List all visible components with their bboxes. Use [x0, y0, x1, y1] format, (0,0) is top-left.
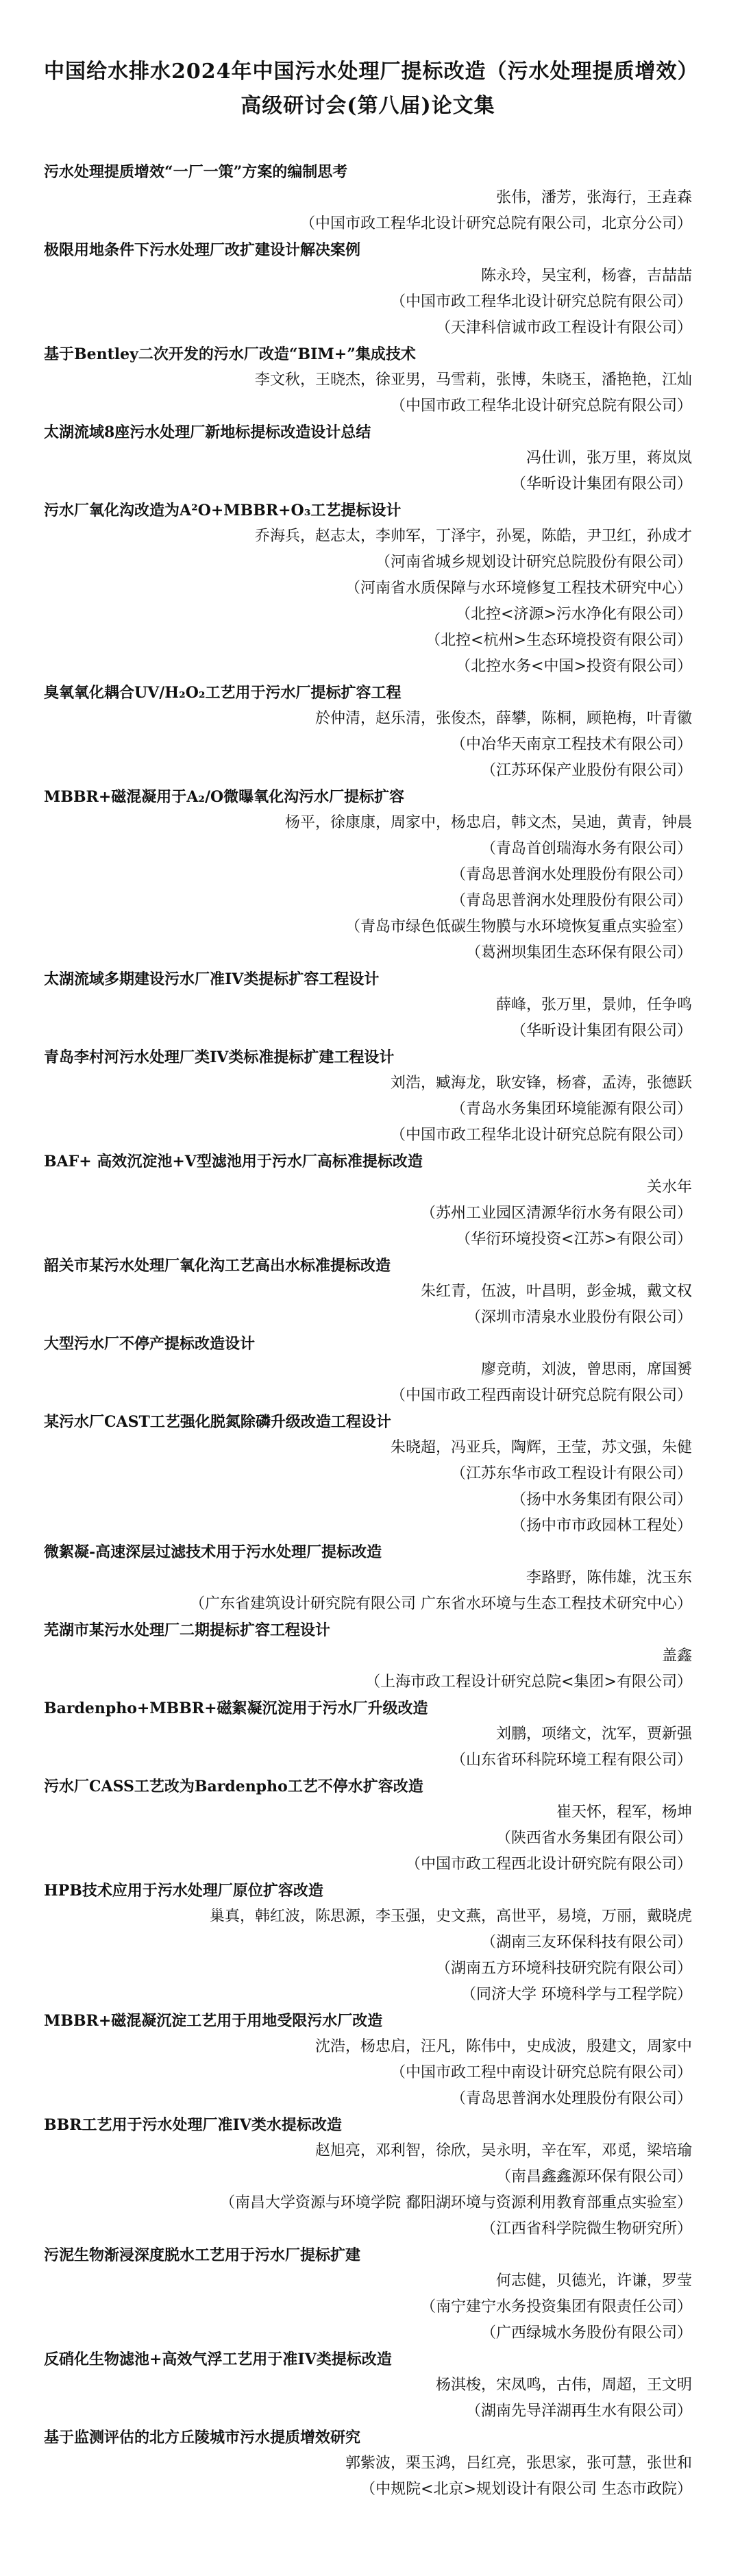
paper-affiliation: （青岛思普润水处理股份有限公司） — [450, 2090, 692, 2107]
paper-affiliation: （同济大学 环境科学与工程学院） — [461, 1986, 692, 2003]
paper-affiliation: （华昕设计集团有限公司） — [510, 476, 692, 493]
paper-authors: 刘鹏，项绪文，沈军，贾新强 — [495, 1726, 692, 1743]
paper-affiliation: （中规院<北京>规划设计有限公司 生态市政院） — [360, 2481, 692, 2498]
paper-entry — [44, 966, 692, 1044]
paper-affiliation: （苏州工业园区清源华衍水务有限公司） — [420, 1205, 692, 1222]
paper-title: 大型污水厂不停产提标改造设计 — [44, 1335, 256, 1353]
paper-authors: 巢真，韩红波，陈思源，李玉强，史文燕，高世平，易境，万丽，戴晓虎 — [209, 1908, 692, 1925]
paper-affiliation: （中国市政工程华北设计研究总院有限公司） — [390, 293, 692, 310]
paper-authors: 张伟，潘芳，张海行，王垚森 — [495, 189, 692, 206]
paper-entry — [44, 341, 692, 419]
paper-affiliation: （扬中水务集团有限公司） — [510, 1491, 692, 1508]
paper-title: HPB技术应用于污水处理厂原位扩容改造 — [44, 1882, 323, 1900]
paper-entry — [44, 1331, 692, 1409]
paper-entry — [44, 1044, 692, 1149]
paper-affiliation: （扬中市市政园林工程处） — [510, 1517, 692, 1534]
paper-title: 基于Bentley二次开发的污水厂改造“BIM+”集成技术 — [44, 345, 416, 363]
paper-authors: 崔天怀，程军，杨坤 — [556, 1804, 692, 1821]
paper-title: BAF+ 高效沉淀池+V型滤池用于污水厂高标准提标改造 — [44, 1153, 423, 1170]
paper-authors: 乔海兵，赵志太，李帅军，丁泽宇，孙冕，陈皓，尹卫红，孙成才 — [254, 528, 692, 545]
paper-entry — [44, 2112, 692, 2242]
paper-affiliation: （华衍环境投资<江苏>有限公司） — [456, 1231, 692, 1248]
paper-affiliation: （中国市政工程华北设计研究总院有限公司，北京分公司） — [299, 215, 692, 232]
paper-affiliation: （湖南三友环保科技有限公司） — [480, 1934, 692, 1951]
paper-authors: 关水年 — [646, 1179, 692, 1196]
paper-title: 韶关市某污水处理厂氧化沟工艺高出水标准提标改造 — [44, 1257, 391, 1275]
paper-authors: 於仲清，赵乐清，张俊杰，薛攀，陈桐，顾艳梅，叶青徽 — [314, 710, 692, 727]
paper-affiliation: （北控<杭州>生态环境投资有限公司） — [426, 632, 692, 649]
paper-affiliation: （青岛水务集团环境能源有限公司） — [450, 1101, 692, 1118]
paper-affiliation: （南昌大学资源与环境学院 鄱阳湖环境与资源利用教育部重点实验室） — [220, 2194, 692, 2211]
paper-title: 臭氧氧化耦合UV/H₂O₂工艺用于污水厂提标扩容工程 — [44, 684, 402, 702]
paper-affiliation: （陕西省水务集团有限公司） — [495, 1830, 692, 1847]
paper-affiliation: （江西省科学院微生物研究所） — [480, 2220, 692, 2237]
paper-authors: 郭紫波，栗玉鸿，吕红亮，张思家，张可慧，张世和 — [345, 2455, 692, 2472]
paper-affiliation: （北控<济源>污水净化有限公司） — [456, 606, 692, 623]
paper-title: MBBR+磁混凝用于A₂/O微曝氧化沟污水厂提标扩容 — [44, 788, 405, 806]
paper-affiliation: （深圳市清泉水业股份有限公司） — [465, 1309, 692, 1326]
paper-affiliation: （江苏东华市政工程设计有限公司） — [450, 1465, 692, 1482]
paper-affiliation: （上海市政工程设计研究总院<集团>有限公司） — [365, 1673, 692, 1691]
paper-affiliation: （湖南先导洋湖再生水有限公司） — [465, 2403, 692, 2420]
paper-affiliation: （葛洲坝集团生态环保有限公司） — [465, 944, 692, 961]
paper-entry — [44, 1409, 692, 1539]
paper-authors: 薛峰，张万里，景帅，任争鸣 — [495, 996, 692, 1014]
paper-affiliation: （天津科信诚市政工程设计有限公司） — [435, 319, 692, 336]
paper-authors: 廖竞萌，刘波，曾思雨，席国赟 — [480, 1361, 692, 1378]
paper-entry — [44, 1617, 692, 1695]
paper-authors: 杨淇梭，宋凤鸣，古伟，周超，王文明 — [435, 2377, 692, 2394]
paper-affiliation: （中国市政工程中南设计研究总院有限公司） — [390, 2064, 692, 2081]
paper-entry — [44, 2346, 692, 2425]
paper-affiliation: （青岛思普润水处理股份有限公司） — [450, 866, 692, 883]
paper-entry — [44, 2008, 692, 2112]
paper-affiliation: （中国市政工程华北设计研究总院有限公司） — [390, 1127, 692, 1144]
paper-authors: 盖鑫 — [661, 1647, 692, 1665]
paper-affiliation: （中国市政工程西北设计研究院有限公司） — [405, 1856, 692, 1873]
paper-affiliation: （南昌鑫鑫源环保有限公司） — [495, 2168, 692, 2185]
paper-affiliation: （青岛思普润水处理股份有限公司） — [450, 892, 692, 909]
paper-entry — [44, 1878, 692, 2008]
paper-affiliation: （青岛市绿色低碳生物膜与水环境恢复重点实验室） — [345, 918, 692, 935]
paper-affiliation: （北控水务<中国>投资有限公司） — [456, 658, 692, 675]
paper-title: 芜湖市某污水处理厂二期提标扩容工程设计 — [44, 1621, 331, 1639]
paper-authors: 李文秋，王晓杰，徐亚男，马雪莉，张博，朱晓玉，潘艳艳，江灿 — [254, 371, 692, 389]
paper-entry — [44, 419, 692, 498]
paper-entry — [44, 680, 692, 784]
title-line-2: 高级研讨会(第八届)论文集 — [241, 94, 495, 118]
paper-title: MBBR+磁混凝沉淀工艺用于用地受限污水厂改造 — [44, 2012, 383, 2030]
paper-affiliation: （南宁建宁水务投资集团有限责任公司） — [420, 2298, 692, 2316]
paper-title: 微絮凝-高速深层过滤技术用于污水处理厂提标改造 — [44, 1543, 382, 1561]
paper-affiliation: （广东省建筑设计研究院有限公司 广东省水环境与生态工程技术研究中心） — [190, 1595, 692, 1612]
paper-title: 某污水厂CAST工艺强化脱氮除磷升级改造工程设计 — [44, 1413, 391, 1431]
paper-affiliation: （河南省城乡规划设计研究总院股份有限公司） — [375, 554, 692, 571]
paper-entry — [44, 1695, 692, 1774]
paper-authors: 刘浩，臧海龙，耿安锋，杨睿，孟涛，张德跃 — [390, 1075, 692, 1092]
paper-title: 污水处理提质增效“一厂一策”方案的编制思考 — [44, 163, 348, 181]
paper-authors: 李路野，陈伟雄，沈玉东 — [526, 1569, 692, 1586]
paper-affiliation: （青岛首创瑞海水务有限公司） — [480, 840, 692, 857]
paper-entry — [44, 784, 692, 966]
paper-affiliation: （广西绿城水务股份有限公司） — [480, 2324, 692, 2342]
paper-entry — [44, 1539, 692, 1617]
paper-authors: 朱晓超，冯亚兵，陶辉，王莹，苏文强，朱健 — [390, 1439, 692, 1456]
document-title — [44, 55, 699, 123]
paper-authors: 何志健，贝德光，许谦，罗莹 — [495, 2272, 692, 2290]
paper-authors: 沈浩，杨忠启，汪凡，陈伟中，史成波，殷建文，周家中 — [314, 2038, 692, 2055]
paper-entry — [44, 2242, 692, 2346]
paper-list — [44, 159, 692, 2503]
paper-authors: 赵旭亮，邓利智，徐欣，吴永明，辛在军，邓觅，梁培瑜 — [314, 2142, 692, 2159]
paper-title: 反硝化生物滤池+高效气浮工艺用于准IV类提标改造 — [44, 2351, 392, 2368]
paper-authors: 陈永玲，吴宝利，杨睿，吉喆喆 — [480, 267, 692, 284]
paper-entry — [44, 2425, 692, 2503]
paper-title: 基于监测评估的北方丘陵城市污水提质增效研究 — [44, 2429, 361, 2446]
paper-entry — [44, 1149, 692, 1253]
paper-title: 太湖流域8座污水处理厂新地标提标改造设计总结 — [44, 424, 371, 441]
paper-title: 污泥生物渐浸深度脱水工艺用于污水厂提标扩建 — [44, 2246, 361, 2264]
paper-affiliation: （江苏环保产业股份有限公司） — [480, 762, 692, 779]
paper-authors: 朱红青，伍波，叶昌明，彭金城，戴文权 — [420, 1283, 692, 1300]
paper-title: Bardenpho+MBBR+磁絮凝沉淀用于污水厂升级改造 — [44, 1700, 428, 1717]
paper-affiliation: （华昕设计集团有限公司） — [510, 1022, 692, 1040]
paper-entry — [44, 1774, 692, 1878]
paper-entry — [44, 1253, 692, 1331]
paper-entry — [44, 498, 692, 680]
title-line-1: 中国给水排水2024年中国污水处理厂提标改造（污水处理提质增效） — [44, 60, 699, 84]
paper-title: 污水厂氧化沟改造为A²O+MBBR+O₃工艺提标设计 — [44, 502, 402, 519]
paper-affiliation: （中国市政工程华北设计研究总院有限公司） — [390, 397, 692, 415]
paper-title: 污水厂CASS工艺改为Bardenpho工艺不停水扩容改造 — [44, 1778, 423, 1795]
paper-entry — [44, 237, 692, 341]
paper-affiliation: （河南省水质保障与水环境修复工程技术研究中心） — [345, 580, 692, 597]
paper-authors: 冯仕训，张万里，蒋岚岚 — [526, 450, 692, 467]
paper-affiliation: （中国市政工程西南设计研究总院有限公司） — [390, 1387, 692, 1404]
paper-affiliation: （中冶华天南京工程技术有限公司） — [450, 736, 692, 753]
paper-title: 青岛李村河污水处理厂类IV类标准提标扩建工程设计 — [44, 1048, 395, 1066]
paper-entry — [44, 159, 692, 237]
paper-title: 极限用地条件下污水处理厂改扩建设计解决案例 — [44, 241, 361, 259]
paper-affiliation: （湖南五方环境科技研究院有限公司） — [435, 1960, 692, 1977]
paper-authors: 杨平，徐康康，周家中，杨忠启，韩文杰，吴迪，黄青，钟晨 — [284, 814, 692, 831]
paper-title: BBR工艺用于污水处理厂准IV类水提标改造 — [44, 2116, 342, 2134]
paper-title: 太湖流域多期建设污水厂准IV类提标扩容工程设计 — [44, 970, 380, 988]
paper-affiliation: （山东省环科院环境工程有限公司） — [450, 1752, 692, 1769]
